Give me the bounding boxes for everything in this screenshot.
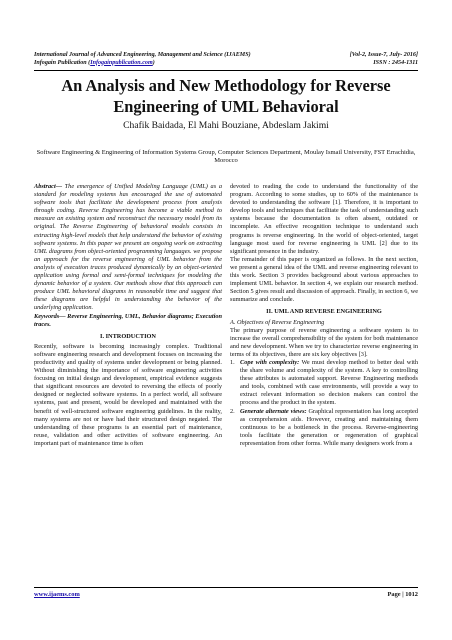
keywords: Keywords— Reverse Engineering, UML, Behavior diagrams; Execution traces.	[34, 312, 222, 328]
page-number: Page | 1012	[387, 591, 418, 598]
list-item-lead: Cope with complexity:	[240, 358, 300, 366]
list-item	[230, 359, 418, 408]
list-item-body	[240, 359, 418, 408]
footer-site-link[interactable]: www.ijaems.com	[34, 591, 80, 598]
introduction-text: Recently, software is becoming increasingly complex. Traditional software engineering research and development focuses on increasing the productivity and quality of systems under development or being planned. Without diminishing the importance of software engineering activities focusing on initial design and development, empirical evidence suggests that significant resources are devoted to reversing the effects of poorly designed or neglected software systems. In a perfect world, all software systems, past and present, would be developed and maintained with the benefit of well-structured software engineering guidelines. In the reality, many systems are not or have had their structured design negated. The understanding of these programs is an essential part of maintenance, reuse, validation and other activities of software engineering. An important part of maintenance time is often	[34, 342, 222, 447]
paper-authors: Chafik Baidada, El Mahi Bouziane, Abdeslam Jakimi	[123, 120, 329, 131]
list-item-text: We must develop method to better deal with the share volume and complexity of the system. A key to controlling these attributes is automated support. Reverse Engineering methods and tools, combined with case environments, will provide a way to extract relevant information so decision makers can control the process and the product in the system.	[240, 358, 418, 407]
issn: ISSN : 2454-1311	[373, 59, 418, 66]
section-heading-introduction: I. INTRODUCTION	[100, 332, 156, 340]
abstract	[34, 183, 222, 313]
volume-info: [Vol-2, Issue-7, July- 2016]	[349, 52, 418, 58]
list-item-text: Graphical representation has long accepted as comprehension aids. However, creating and maintaining them continuous to be a bottleneck in the process. Reverse-engineering tools facilitate the generation or regeneration of graphical representation from other forms. While many designers work from a	[240, 407, 418, 447]
abstract-label: Abstract—	[34, 183, 62, 190]
list-item-number: 2.	[230, 407, 235, 415]
list-item-lead: Generate alternate views:	[240, 407, 307, 415]
objectives-list	[230, 359, 418, 448]
subsection-heading-objectives: A. Objectives of Reverse Engineering	[230, 318, 325, 326]
paper-title: An Analysis and New Methodology for Reverse Engineering of UML Behavioral	[61, 76, 391, 116]
intro-continued-paragraph: devoted to reading the code to understand the functionality of the program. According to some studies, up to 60% of the maintenance is devoted to understanding the software [1]. Therefore, it is important to develop tools and techniques that facilitate the task of understanding such systems because the documentation is often absent, outdated or incomplete. An effective recognition technique to understand such programs is reverse engineering. In the world of object-oriented, target language most used for reverse engineering is UML [2] due to its significant presence in the industry.	[230, 183, 418, 255]
page-footer	[34, 591, 418, 598]
publisher-prefix: Infogain Publication (	[34, 59, 91, 66]
paper-organization-paragraph: The remainder of this paper is organized as follows. In the next section, we present a general idea of the UML and reverse engineering relevant to this work. Section 3 provides background about various approaches to implement UML behavior. In section 4, we explain our research method. Section 5 gives result and discussion of approach. Finally, in section 6, we summarize and conclude.	[230, 255, 418, 304]
objectives-paragraph: The primary purpose of reverse engineering a software system is to increase the overall comprehensibility of the system for both maintenance and new development. When we try to characterize reverse engineering in terms of its objectives, there are six key objectives [3].	[230, 326, 418, 358]
publisher-link[interactable]: Infogainpublication.com	[90, 59, 153, 66]
header-divider	[34, 70, 418, 71]
abstract-text: The emergence of Unified Modeling Language (UML) as a standard for modeling systems has encouraged the use of automated software tools that facilitate the development process from analysis through coding. Reverse Engineering has become a viable method to measure an existing system and reconstruct the necessary model from its original. The Reverse Engineering of behavioral models consists in extracting high-level models that help understand the behavior of existing software systems. In this paper we present an ongoing work on extracting UML diagrams from object-oriented programming languages. we propose an approach for the reverse engineering of UML behavior from the analysis of execution traces produced dynamically by an object-oriented application using formal and semi-formal techniques for modeling the dynamic behavior of a system. Our methods show that this approach can produce UML behavioral diagrams in reasonable time and suggest that these diagrams are helpful in understanding the behavior of the underlying application.	[34, 183, 222, 312]
publisher-suffix: )	[152, 59, 155, 66]
journal-name: International Journal of Advanced Engineering, Management and Science (IJAEMS)	[34, 52, 251, 58]
author-affiliation: Software Engineering & Engineering of Information Systems Group, Computer Sciences Department, Moulay Ismail University, FST Errachidia, Morocco	[36, 149, 416, 165]
left-column	[34, 183, 222, 448]
footer-divider	[34, 587, 418, 588]
list-item-body	[240, 408, 418, 448]
journal-header	[34, 52, 418, 67]
list-item-number: 1.	[230, 358, 235, 366]
section-heading-uml: II. UML AND REVERSE ENGINEERING	[266, 308, 382, 316]
right-column	[230, 183, 418, 448]
publisher-line	[34, 60, 155, 68]
list-item	[230, 408, 418, 448]
